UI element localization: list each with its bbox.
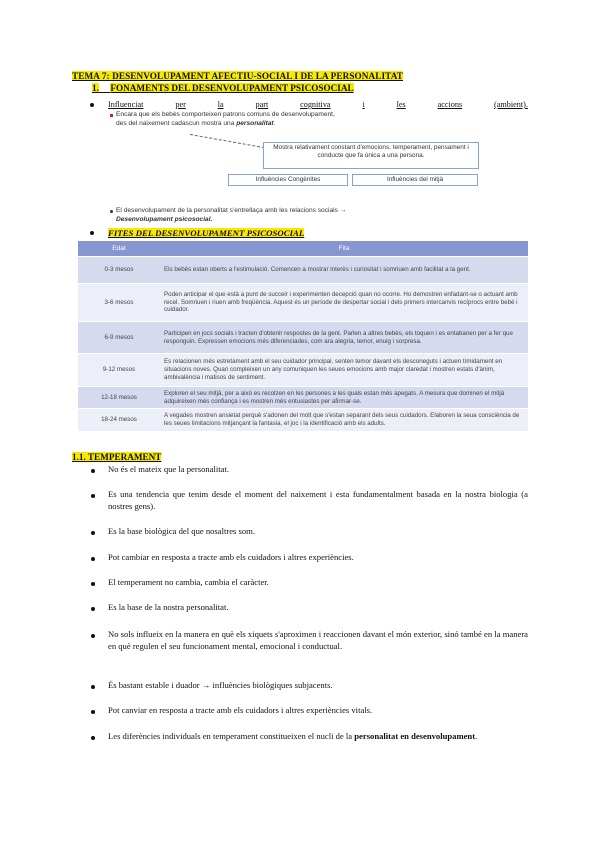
bullet-dot <box>91 634 95 638</box>
milestones-table <box>78 241 528 431</box>
table-row <box>78 387 528 409</box>
table-row <box>78 257 528 284</box>
age-cell: 12-18 mesos <box>78 387 160 409</box>
congenital-influences-box: Influències Congènites <box>228 174 348 186</box>
section-number: 1. <box>92 83 99 93</box>
age-cell: 3-6 mesos <box>78 284 160 322</box>
word: i <box>362 100 365 109</box>
temperament-item: Pot cambiar en resposta a tracte amb els cuidadors i altres experiències. <box>108 552 354 562</box>
small-bullet-icon <box>110 210 113 213</box>
word: per <box>175 100 186 109</box>
bullet-dot <box>91 685 95 689</box>
item-text: Les diferències individuals en temperament constitueixen el nucli de la <box>108 731 355 741</box>
bullet-dot <box>91 736 95 740</box>
bullet-dot <box>91 582 95 586</box>
note-text: . <box>273 119 276 127</box>
table-row <box>78 409 528 431</box>
bullet-dot <box>91 710 95 714</box>
temperament-item: Es la base biològica del que nosaltres som. <box>108 526 256 536</box>
temperament-item: Es la base de la nostra personalitat. <box>108 602 229 612</box>
bullet-dot <box>91 531 95 535</box>
milestone-cell: Els bebès estan oberts a l'estimulació. Comencen a mostrar interès i curiositat i somriuen amb facilitat a la gent. <box>160 257 528 284</box>
item-bold: personalitat en desenvolupament <box>354 731 476 741</box>
milestone-cell: Poden anticipar el que està a punt de succeir i experimenten decepció quan no ocorre. Ho demostren enfadant-se o actuant amb recel. Somriuen i riuen amb freqüència. Aquest és un període de despertar social i dels primers intercanvis recíprocs entre bebè i cuidador. <box>160 284 528 322</box>
age-cell: 6-9 mesos <box>78 322 160 354</box>
table-row <box>78 284 528 322</box>
age-cell: 0-3 mesos <box>78 257 160 284</box>
bullet-dot <box>90 231 94 235</box>
temperament-item: És bastant estable i duador → influències biològiques subjacents. <box>108 680 333 690</box>
bullet-dot <box>91 557 95 561</box>
word: cognitiva <box>300 100 331 109</box>
fites-heading: FITES DEL DESENVOLUPAMENT PSICOSOCIAL <box>108 228 305 238</box>
connector-line <box>190 134 265 148</box>
bullet-dot <box>90 103 94 107</box>
note-line: Encara que els bebès comporteixen patrons comuns de desenvolupament, <box>116 111 335 118</box>
note-line <box>116 120 476 129</box>
subsection-heading: 1.1. TEMPERAMENT <box>72 452 162 462</box>
milestone-cell: Participen en jocs socials i tracten d'obtenir respostes de la gent. Parlen a altres bebès, els toquen i es entabanen per a fer que responguin. Expressen emocions més diferenciades, com ara alegria, temor, enuig i sorpresa. <box>160 322 528 354</box>
temperament-item: No sols influeix en la manera en què els xiquets s'aproximen i reaccionen davant el món exterior, sinó també en la manera en què regulen el seu funcionament mental, emocional i conductual. <box>108 629 528 651</box>
bullet-influenciat <box>108 100 528 109</box>
temperament-item: El temperament no cambia, cambia el caràcter. <box>108 577 269 587</box>
word: accions <box>437 100 463 109</box>
note-personalitat <box>116 111 476 128</box>
bullet-dot <box>91 469 95 473</box>
environment-influences-box: Influències del mitjà <box>352 174 478 186</box>
table-row <box>78 354 528 387</box>
word: part <box>255 100 269 109</box>
note-psicosocial <box>116 207 486 224</box>
word: la <box>217 100 224 109</box>
age-cell: 9-12 mesos <box>78 354 160 387</box>
word: (ambient). <box>494 100 528 109</box>
item-text: . <box>475 731 478 741</box>
section-title: FONAMENTS DEL DESENVOLUPAMENT PSICOSOCIAL <box>110 83 354 93</box>
milestone-cell: Es relacionen més estretament amb el seu cuidador principal, senten temor davant els desconeguts i actuen tímidament en situacions noves. Quan compleixen un any comuniquen les seues emocions amb major claredat i mostren estats d'ànim, ambivalència i matisos de sentiment. <box>160 354 528 387</box>
note-text: des del naixement cadascun mostra una <box>116 119 237 127</box>
word: les <box>396 100 406 109</box>
temperament-item: No és el mateix que la personalitat. <box>108 464 229 474</box>
temperament-item: Pot canviar en resposta a tracte amb els cuidadors i altres experiències vitals. <box>108 705 373 715</box>
header-fita: Fita <box>160 241 528 257</box>
milestone-cell: A vegades mostren ansietat perquè s'adonen del molt que s'estan separant dels seus cuidadors. Elaboren la seua consciència de les seues limitacions mitjançant la fantasia, el joc i la identificació amb els adults. <box>160 409 528 431</box>
bullet-dot <box>91 607 95 611</box>
note-line: El desenvolupament de la personalitat s'entrellaça amb les relacions socials → <box>116 207 347 214</box>
table-row <box>78 322 528 354</box>
red-bullet-icon <box>110 114 113 117</box>
section-heading-1 <box>92 83 354 93</box>
page-title: TEMA 7: DESENVOLUPAMENT AFECTIU-SOCIAL I DE LA PERSONALITAT <box>72 71 403 81</box>
milestone-cell: Exploren el seu mitjà, per a això es recolzen en les persones a les quals estan més apegats. A mesura que dominen el mitjà adquireixen més confiança i es mostren més entusiastes per afirmar-se. <box>160 387 528 409</box>
note-line: Desenvolupament psicosocial. <box>116 215 213 223</box>
temperament-item-last <box>108 730 528 742</box>
age-cell: 18-24 mesos <box>78 409 160 431</box>
header-edat: Edat <box>78 241 160 257</box>
definition-box: Mostra relativament constant d'emocions, temperament, pensament i conducte que fa única a una persona. <box>263 142 479 169</box>
table-header-row <box>78 241 528 257</box>
word: Influenciat <box>108 100 144 109</box>
temperament-item: Es una tendencia que tenim desde el moment del naixement i esta fundamentalment basada en la nostra biologia (a nostres gens). <box>108 489 528 511</box>
bullet-dot <box>91 494 95 498</box>
note-bold: personalitat <box>236 119 274 127</box>
